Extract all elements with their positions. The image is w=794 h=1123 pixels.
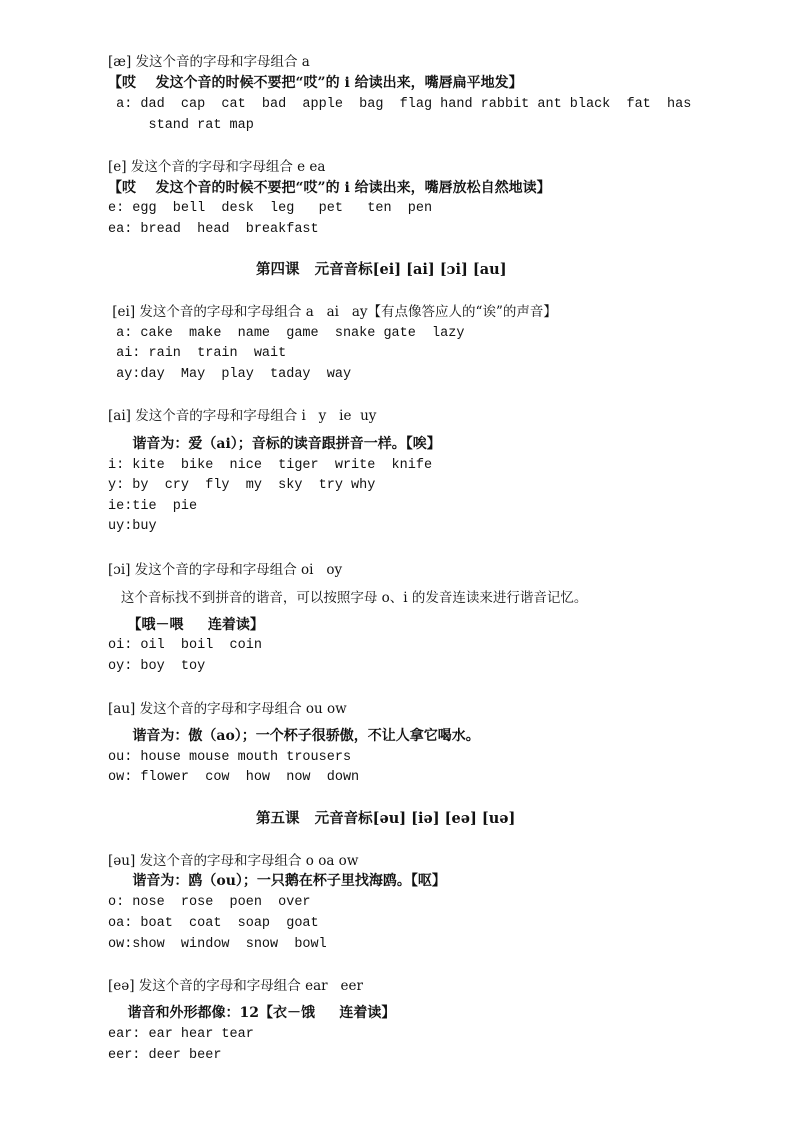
ai-homophone: 谐音为：爱（ai）；音标的读音跟拼音一样。【唉】	[108, 436, 441, 452]
ou-words-ow: ow:show window snow bowl	[108, 937, 327, 952]
oi-note: 这个音标找不到拼音的谐音，可以按照字母 o、i 的发音连读来进行谐音记忆。	[108, 590, 588, 606]
ai-words-uy: uy:buy	[108, 519, 157, 534]
e-heading: [e] 发这个音的字母和字母组合 e ea	[108, 159, 326, 175]
au-words-ow: ow: flower cow how now down	[108, 770, 360, 785]
ei-words-ai: ai: rain train wait	[108, 346, 287, 361]
au-homophone: 谐音为：傲（ao）；一个杯子很骄傲，不让人拿它喝水。	[108, 728, 480, 744]
e-words-e: e: egg bell desk leg pet ten pen	[108, 201, 433, 216]
ae-words-a-cont: stand rat map	[108, 118, 254, 133]
au-heading: [au] 发这个音的字母和字母组合 ou ow	[108, 701, 347, 717]
ai-words-y: y: by cry fly my sky try why	[108, 478, 376, 493]
e-tip: 【哎 发这个音的时候不要把“哎”的 i 给读出来，嘴唇放松自然地读】	[108, 180, 551, 196]
ai-heading: [ai] 发这个音的字母和字母组合 i y ie uy	[108, 408, 377, 424]
oi-words-oy: oy: boy toy	[108, 659, 206, 674]
ou-homophone: 谐音为：鸥（ou）；一只鹅在杯子里找海鸥。【呕】	[108, 873, 446, 889]
ei-words-ay: ay:day May play taday way	[108, 367, 352, 382]
ai-words-i: i: kite bike nice tiger write knife	[108, 458, 433, 473]
lesson-5-title: 第五课 元音音标[əu] [iə] [eə] [uə]	[256, 810, 516, 827]
ai-words-ie: ie:tie pie	[108, 499, 198, 514]
ea-heading: [eə] 发这个音的字母和字母组合 ear eer	[108, 978, 363, 994]
au-words-ou: ou: house mouse mouth trousers	[108, 750, 352, 765]
ea-words-eer: eer: deer beer	[108, 1048, 222, 1063]
e-words-ea: ea: bread head breakfast	[108, 222, 319, 237]
ae-words-a: a: dad cap cat bad apple bag flag hand rabbit ant black fat has	[108, 97, 692, 112]
oi-tip: 【哦－喂 连着读】	[108, 617, 264, 633]
ea-words-ear: ear: ear hear tear	[108, 1027, 254, 1042]
ou-heading: [əu] 发这个音的字母和字母组合 o oa ow	[108, 853, 359, 869]
ou-words-o: o: nose rose poen over	[108, 895, 311, 910]
ae-heading: [æ] 发这个音的字母和字母组合 a	[108, 54, 310, 70]
ea-homophone: 谐音和外形都像：12【衣－饿 连着读】	[108, 1005, 396, 1021]
ei-words-a: a: cake make name game snake gate lazy	[108, 326, 465, 341]
oi-words-oi: oi: oil boil coin	[108, 638, 262, 653]
oi-heading: [ɔi] 发这个音的字母和字母组合 oi oy	[108, 562, 343, 578]
ei-heading: [ei] 发这个音的字母和字母组合 a ai ay【有点像答应人的“诶”的声音】	[108, 304, 557, 320]
lesson-4-title: 第四课 元音音标[ei] [ai] [ɔi] [au]	[256, 261, 507, 278]
ae-tip: 【哎 发这个音的时候不要把“哎”的 i 给读出来，嘴唇扁平地发】	[108, 75, 523, 91]
ou-words-oa: oa: boat coat soap goat	[108, 916, 319, 931]
